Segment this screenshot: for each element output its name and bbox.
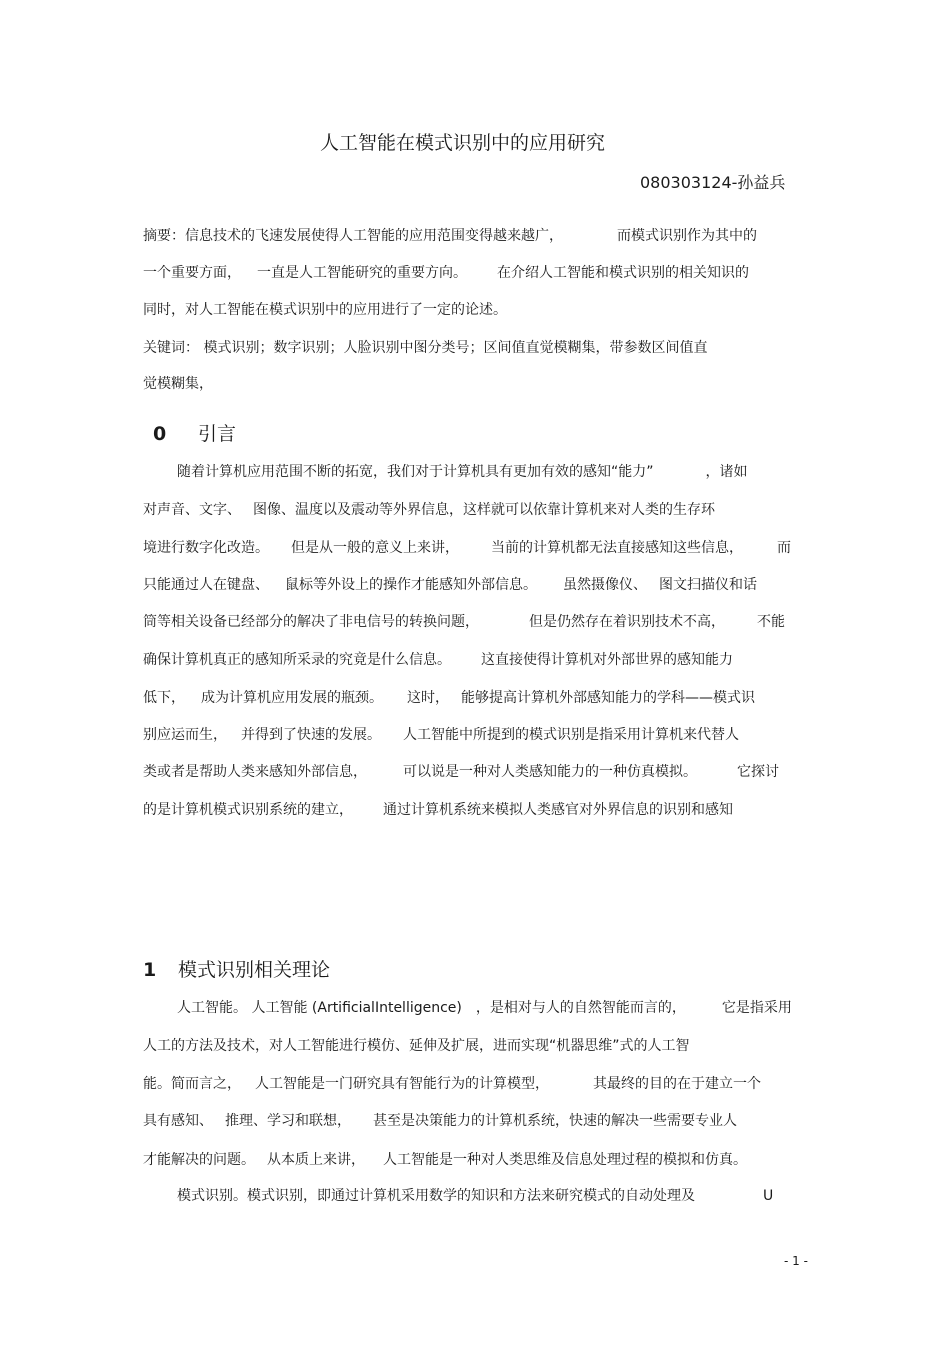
paragraph-text: ，是相对与人的自然智能而言的， xyxy=(475,1000,686,1016)
abstract-line xyxy=(143,226,757,246)
paragraph-text: 能。简而言之， xyxy=(143,1076,241,1092)
paragraph-text: 当前的计算机都无法直接感知这些信息， xyxy=(491,540,743,556)
paragraph-text: 但是从一般的意义上来讲， xyxy=(291,540,459,556)
paragraph-text: 而 xyxy=(777,540,791,556)
section-number: 0 xyxy=(153,423,167,445)
paper-title: 人工智能在模式识别中的应用研究 xyxy=(319,132,605,154)
paragraph-text: 它探讨 xyxy=(737,764,779,780)
paragraph-text: 能够提高计算机外部感知能力的学科——模式识 xyxy=(461,690,755,706)
paragraph-text: 这时， xyxy=(407,690,449,706)
author-line: 080303124-孙益兵 xyxy=(640,173,786,192)
keywords-text: 关键词： 模式识别；数字识别；人脸识别中图分类号；区间值直觉模糊集，带参数区间值直 xyxy=(143,340,708,356)
paragraph-text: 低下， xyxy=(143,690,185,706)
page-number: - 1 - xyxy=(784,1254,808,1268)
paragraph-line xyxy=(143,1111,737,1131)
abstract-text: 同时，对人工智能在模式识别中的应用进行了一定的论述。 xyxy=(143,302,507,318)
abstract-line xyxy=(143,300,507,320)
paragraph-line xyxy=(143,650,733,670)
section-heading xyxy=(153,419,236,446)
keywords-line xyxy=(143,338,707,358)
paragraph-line xyxy=(143,575,757,595)
paragraph-text: 鼠标等外设上的操作才能感知外部信息。 xyxy=(285,577,537,593)
section-number: 1 xyxy=(143,959,157,981)
paragraph-text: 虽然摄像仪、 xyxy=(563,577,647,593)
paragraph-text: 其最终的目的在于建立一个 xyxy=(593,1076,761,1092)
abstract-text: 而模式识别作为其中的 xyxy=(617,228,757,244)
paragraph-text: U xyxy=(763,1188,774,1204)
abstract-text: 一直是人工智能研究的重要方向。 xyxy=(257,265,467,281)
keywords-text: 觉模糊集， xyxy=(143,376,213,392)
paragraph-text: 通过计算机系统来模拟人类感官对外界信息的识别和感知 xyxy=(383,802,733,818)
abstract-line xyxy=(143,263,749,283)
paragraph-text: 随着计算机应用范围不断的拓宽，我们对于计算机具有更加有效的感知“能力” xyxy=(177,464,654,480)
paragraph-text: 人工智能是一种对人类思维及信息处理过程的模拟和仿真。 xyxy=(383,1152,747,1168)
paragraph-text: 筒等相关设备已经部分的解决了非电信号的转换问题， xyxy=(143,614,479,630)
paragraph-text: 对声音、文字、 xyxy=(143,502,241,518)
paragraph-line xyxy=(177,1186,773,1206)
abstract-text: 在介绍人工智能和模式识别的相关知识的 xyxy=(497,265,749,281)
paragraph-text: 模式识别。模式识别，即通过计算机采用数学的知识和方法来研究模式的自动处理及 xyxy=(177,1188,695,1204)
paragraph-text: 别应运而生， xyxy=(143,727,227,743)
paragraph-text: ，诸如 xyxy=(705,464,748,480)
section-title: 引言 xyxy=(198,423,237,445)
paragraph-text: 境进行数字化改造。 xyxy=(143,540,269,556)
abstract-text: 摘要：信息技术的飞速发展使得人工智能的应用范围变得越来越广， xyxy=(143,228,563,244)
paragraph-text: 图文扫描仪和话 xyxy=(659,577,757,593)
paragraph-text: 从本质上来讲， xyxy=(267,1152,365,1168)
paragraph-line xyxy=(143,538,791,558)
paragraph-line xyxy=(177,462,748,482)
paragraph-text: 类或者是帮助人类来感知外部信息， xyxy=(143,764,367,780)
paragraph-line xyxy=(143,1036,690,1056)
paragraph-line xyxy=(143,800,733,820)
section-title: 模式识别相关理论 xyxy=(178,959,331,981)
paragraph-text: 的是计算机模式识别系统的建立， xyxy=(143,802,353,818)
paragraph-line xyxy=(143,1074,761,1094)
paragraph-text: 确保计算机真正的感知所采录的究竟是什么信息。 xyxy=(143,652,451,668)
paragraph-text: 但是仍然存在着识别技术不高， xyxy=(529,614,725,630)
paragraph-text: 人工智能是一门研究具有智能行为的计算模型， xyxy=(255,1076,549,1092)
paragraph-line xyxy=(177,998,792,1018)
keywords-line xyxy=(143,374,213,394)
paragraph-text: 成为计算机应用发展的瓶颈。 xyxy=(201,690,383,706)
paragraph-line xyxy=(143,1150,747,1170)
paragraph-text: 人工的方法及技术，对人工智能进行模仿、延伸及扩展，进而实现“机器思维”式的人工智 xyxy=(143,1038,690,1054)
paragraph-line xyxy=(143,762,779,782)
abstract-text: 一个重要方面， xyxy=(143,265,241,281)
paragraph-line xyxy=(143,612,785,632)
section-heading xyxy=(143,955,330,982)
paragraph-text: 它是指采用 xyxy=(721,1000,792,1016)
paragraph-text: 图像、温度以及震动等外界信息，这样就可以依靠计算机来对人类的生存环 xyxy=(253,502,715,518)
paragraph-text: 才能解决的问题。 xyxy=(143,1152,255,1168)
paragraph-text: 具有感知、 xyxy=(143,1113,213,1129)
paragraph-text: 不能 xyxy=(757,614,785,630)
paragraph-line xyxy=(143,688,755,708)
paragraph-text: 并得到了快速的发展。 xyxy=(241,727,381,743)
paragraph-text: 人工智能中所提到的模式识别是指采用计算机来代替人 xyxy=(403,727,739,743)
paragraph-text: 人工智能。 人工智能 (ArtificialIntelligence) xyxy=(177,1000,462,1016)
paragraph-text: 这直接使得计算机对外部世界的感知能力 xyxy=(481,652,733,668)
paragraph-text: 只能通过人在键盘、 xyxy=(143,577,269,593)
paragraph-line xyxy=(143,500,715,520)
paragraph-line xyxy=(143,725,739,745)
paragraph-text: 甚至是决策能力的计算机系统，快速的解决一些需要专业人 xyxy=(373,1113,737,1129)
paragraph-text: 推理、学习和联想， xyxy=(225,1113,351,1129)
paragraph-text: 可以说是一种对人类感知能力的一种仿真模拟。 xyxy=(403,764,697,780)
